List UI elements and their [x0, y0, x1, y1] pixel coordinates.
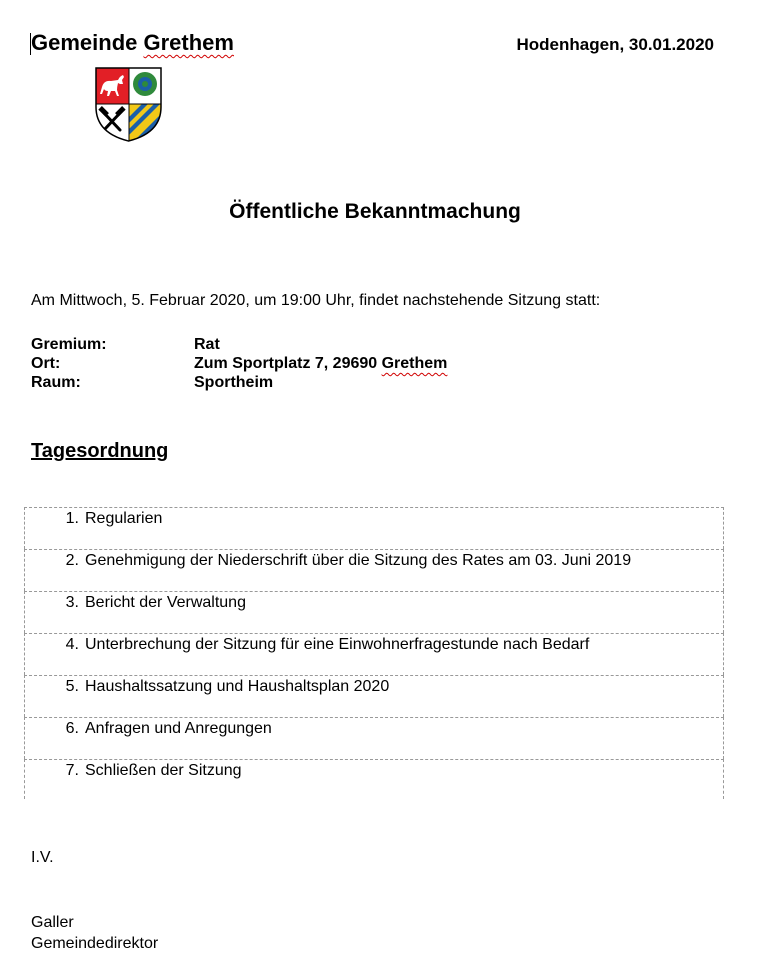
agenda-item — [24, 717, 724, 759]
agenda-item-number: 5. — [65, 678, 79, 695]
info-row-ort — [31, 354, 447, 373]
agenda-item-number: 4. — [65, 636, 79, 653]
signatory-role: Gemeindedirektor — [31, 935, 159, 952]
signature-block — [31, 912, 158, 954]
raum-value: Sportheim — [194, 374, 274, 391]
ort-value: Zum Sportplatz 7, 29690 Grethem — [194, 355, 448, 372]
meeting-info — [31, 335, 447, 392]
agenda-table — [24, 507, 724, 799]
agenda-item-text: Regularien — [85, 510, 163, 527]
agenda-title: Tagesordnung — [31, 440, 169, 462]
agenda-item-text: Bericht der Verwaltung — [85, 594, 246, 611]
agenda-item — [24, 591, 724, 633]
info-row-gremium — [31, 335, 447, 354]
organization-name: Gemeinde Grethem — [31, 30, 234, 55]
agenda-item-text: Schließen der Sitzung — [85, 762, 242, 779]
page-title: Öffentliche Bekanntmachung — [229, 200, 521, 223]
agenda-item-text: Haushaltssatzung und Haushaltsplan 2020 — [85, 678, 390, 695]
gremium-value: Rat — [194, 336, 220, 353]
gremium-label: Gremium: — [31, 336, 107, 353]
info-row-raum — [31, 373, 447, 392]
raum-label: Raum: — [31, 374, 81, 391]
agenda-item-number: 2. — [65, 552, 79, 569]
agenda-item-text: Genehmigung der Niederschrift über die Sitzung des Rates am 03. Juni 2019 — [85, 552, 632, 569]
agenda-item — [24, 633, 724, 675]
agenda-item — [24, 507, 724, 549]
agenda-item-number: 7. — [65, 762, 79, 779]
agenda-item — [24, 759, 724, 799]
agenda-item — [24, 675, 724, 717]
agenda-item-number: 3. — [65, 594, 79, 611]
coat-of-arms-icon — [95, 67, 162, 142]
place-date: Hodenhagen, 30.01.2020 — [516, 35, 714, 54]
on-behalf-note: I.V. — [31, 849, 54, 866]
agenda-item-text: Unterbrechung der Sitzung für eine Einwohnerfragestunde nach Bedarf — [85, 636, 590, 653]
signatory-name: Galler — [31, 914, 74, 931]
agenda-item-number: 6. — [65, 720, 79, 737]
ort-label: Ort: — [31, 355, 61, 372]
intro-text: Am Mittwoch, 5. Februar 2020, um 19:00 Uhr, findet nachstehende Sitzung statt: — [31, 292, 601, 309]
agenda-item — [24, 549, 724, 591]
agenda-item-text: Anfragen und Anregungen — [85, 720, 272, 737]
agenda-item-number: 1. — [65, 510, 79, 527]
